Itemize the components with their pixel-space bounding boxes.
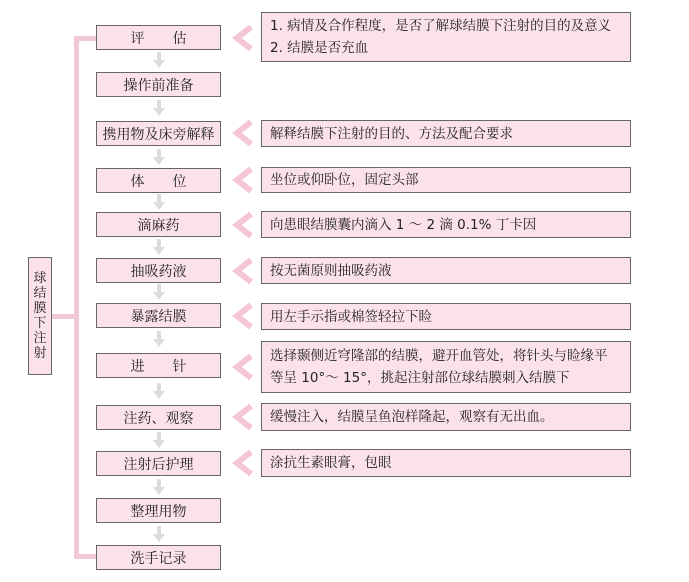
step-label: 注药、观察 (123, 410, 194, 427)
note-expose-conjunctiva (261, 303, 631, 330)
down-arrow-icon (152, 149, 166, 165)
note-line: 用左手示指或棉签轻拉下睑 (270, 308, 432, 325)
down-arrow-icon (152, 100, 166, 116)
note-line: 解释结膜下注射的目的、方法及配合要求 (270, 125, 513, 142)
note-line: 等呈 10°～ 15°，挑起注射部位球结膜刺入结膜下 (270, 370, 570, 386)
step-insert-needle (96, 353, 221, 378)
step-label: 暴露结膜 (130, 308, 187, 325)
down-arrow-icon (152, 284, 166, 300)
note-line: 按无菌原则抽吸药液 (270, 262, 392, 279)
note-inject-observe (261, 403, 631, 431)
down-arrow-icon (152, 479, 166, 495)
chevron-left-icon (231, 258, 253, 284)
step-label: 携用物及床旁解释 (102, 126, 215, 143)
chevron-left-icon (231, 354, 253, 380)
chevron-left-icon (231, 120, 253, 146)
note-line: 涂抗生素眼膏，包眼 (270, 455, 392, 471)
chevron-left-icon (231, 303, 253, 329)
step-tidy-up (96, 498, 221, 523)
side-label: 球结膜下注射 (33, 271, 47, 361)
down-arrow-icon (152, 239, 166, 255)
chevron-left-icon (231, 450, 253, 476)
step-expose-conjunctiva (96, 303, 221, 328)
down-arrow-icon (152, 331, 166, 347)
step-label: 滴麻药 (137, 217, 180, 234)
step-label: 整理用物 (130, 503, 187, 520)
step-draw-medicine (96, 258, 221, 283)
note-insert-needle (261, 341, 631, 393)
step-wash-record (96, 545, 221, 570)
down-arrow-icon (152, 194, 166, 210)
step-evaluate (96, 25, 221, 50)
step-anesthetic (96, 212, 221, 237)
note-position (261, 167, 631, 193)
step-label: 体 位 (130, 173, 187, 190)
note-evaluate (261, 12, 631, 62)
bracket-tick-0 (74, 36, 96, 41)
note-line: 2. 结膜是否充血 (270, 40, 369, 56)
note-line: 缓慢注入，结膜呈鱼泡样隆起，观察有无出血。 (270, 409, 554, 425)
note-explain (261, 120, 631, 147)
note-anesthetic (261, 211, 631, 238)
step-position (96, 168, 221, 193)
step-post-care (96, 451, 221, 476)
down-arrow-icon (152, 432, 166, 448)
note-line: 坐位或仰卧位，固定头部 (270, 172, 419, 188)
step-inject-observe (96, 405, 221, 430)
step-preparation (96, 72, 221, 97)
down-arrow-icon (152, 383, 166, 399)
chevron-left-icon (231, 404, 253, 430)
step-explain (96, 121, 221, 146)
side-bracket-connector (52, 314, 76, 319)
step-label: 注射后护理 (123, 456, 194, 473)
chevron-left-icon (231, 25, 253, 51)
step-label: 进 针 (130, 358, 187, 375)
note-line: 向患眼结膜囊内滴入 1 ～ 2 滴 0.1% 丁卡因 (270, 216, 537, 233)
side-label-box (28, 257, 52, 375)
step-label: 操作前准备 (123, 77, 194, 94)
side-bracket-line (74, 37, 79, 557)
step-label: 评 估 (130, 30, 187, 47)
note-post-care (261, 449, 631, 477)
note-line: 1. 病情及合作程度，是否了解球结膜下注射的目的及意义 (270, 18, 612, 34)
chevron-left-icon (231, 212, 253, 238)
bracket-tick-11 (74, 554, 96, 559)
note-draw-medicine (261, 257, 631, 284)
down-arrow-icon (152, 526, 166, 542)
chevron-left-icon (231, 167, 253, 193)
step-label: 抽吸药液 (130, 263, 187, 280)
down-arrow-icon (152, 52, 166, 68)
note-line: 选择颞侧近穹隆部的结膜，避开血管处，将针头与睑缘平 (270, 348, 608, 364)
step-label: 洗手记录 (130, 550, 187, 567)
